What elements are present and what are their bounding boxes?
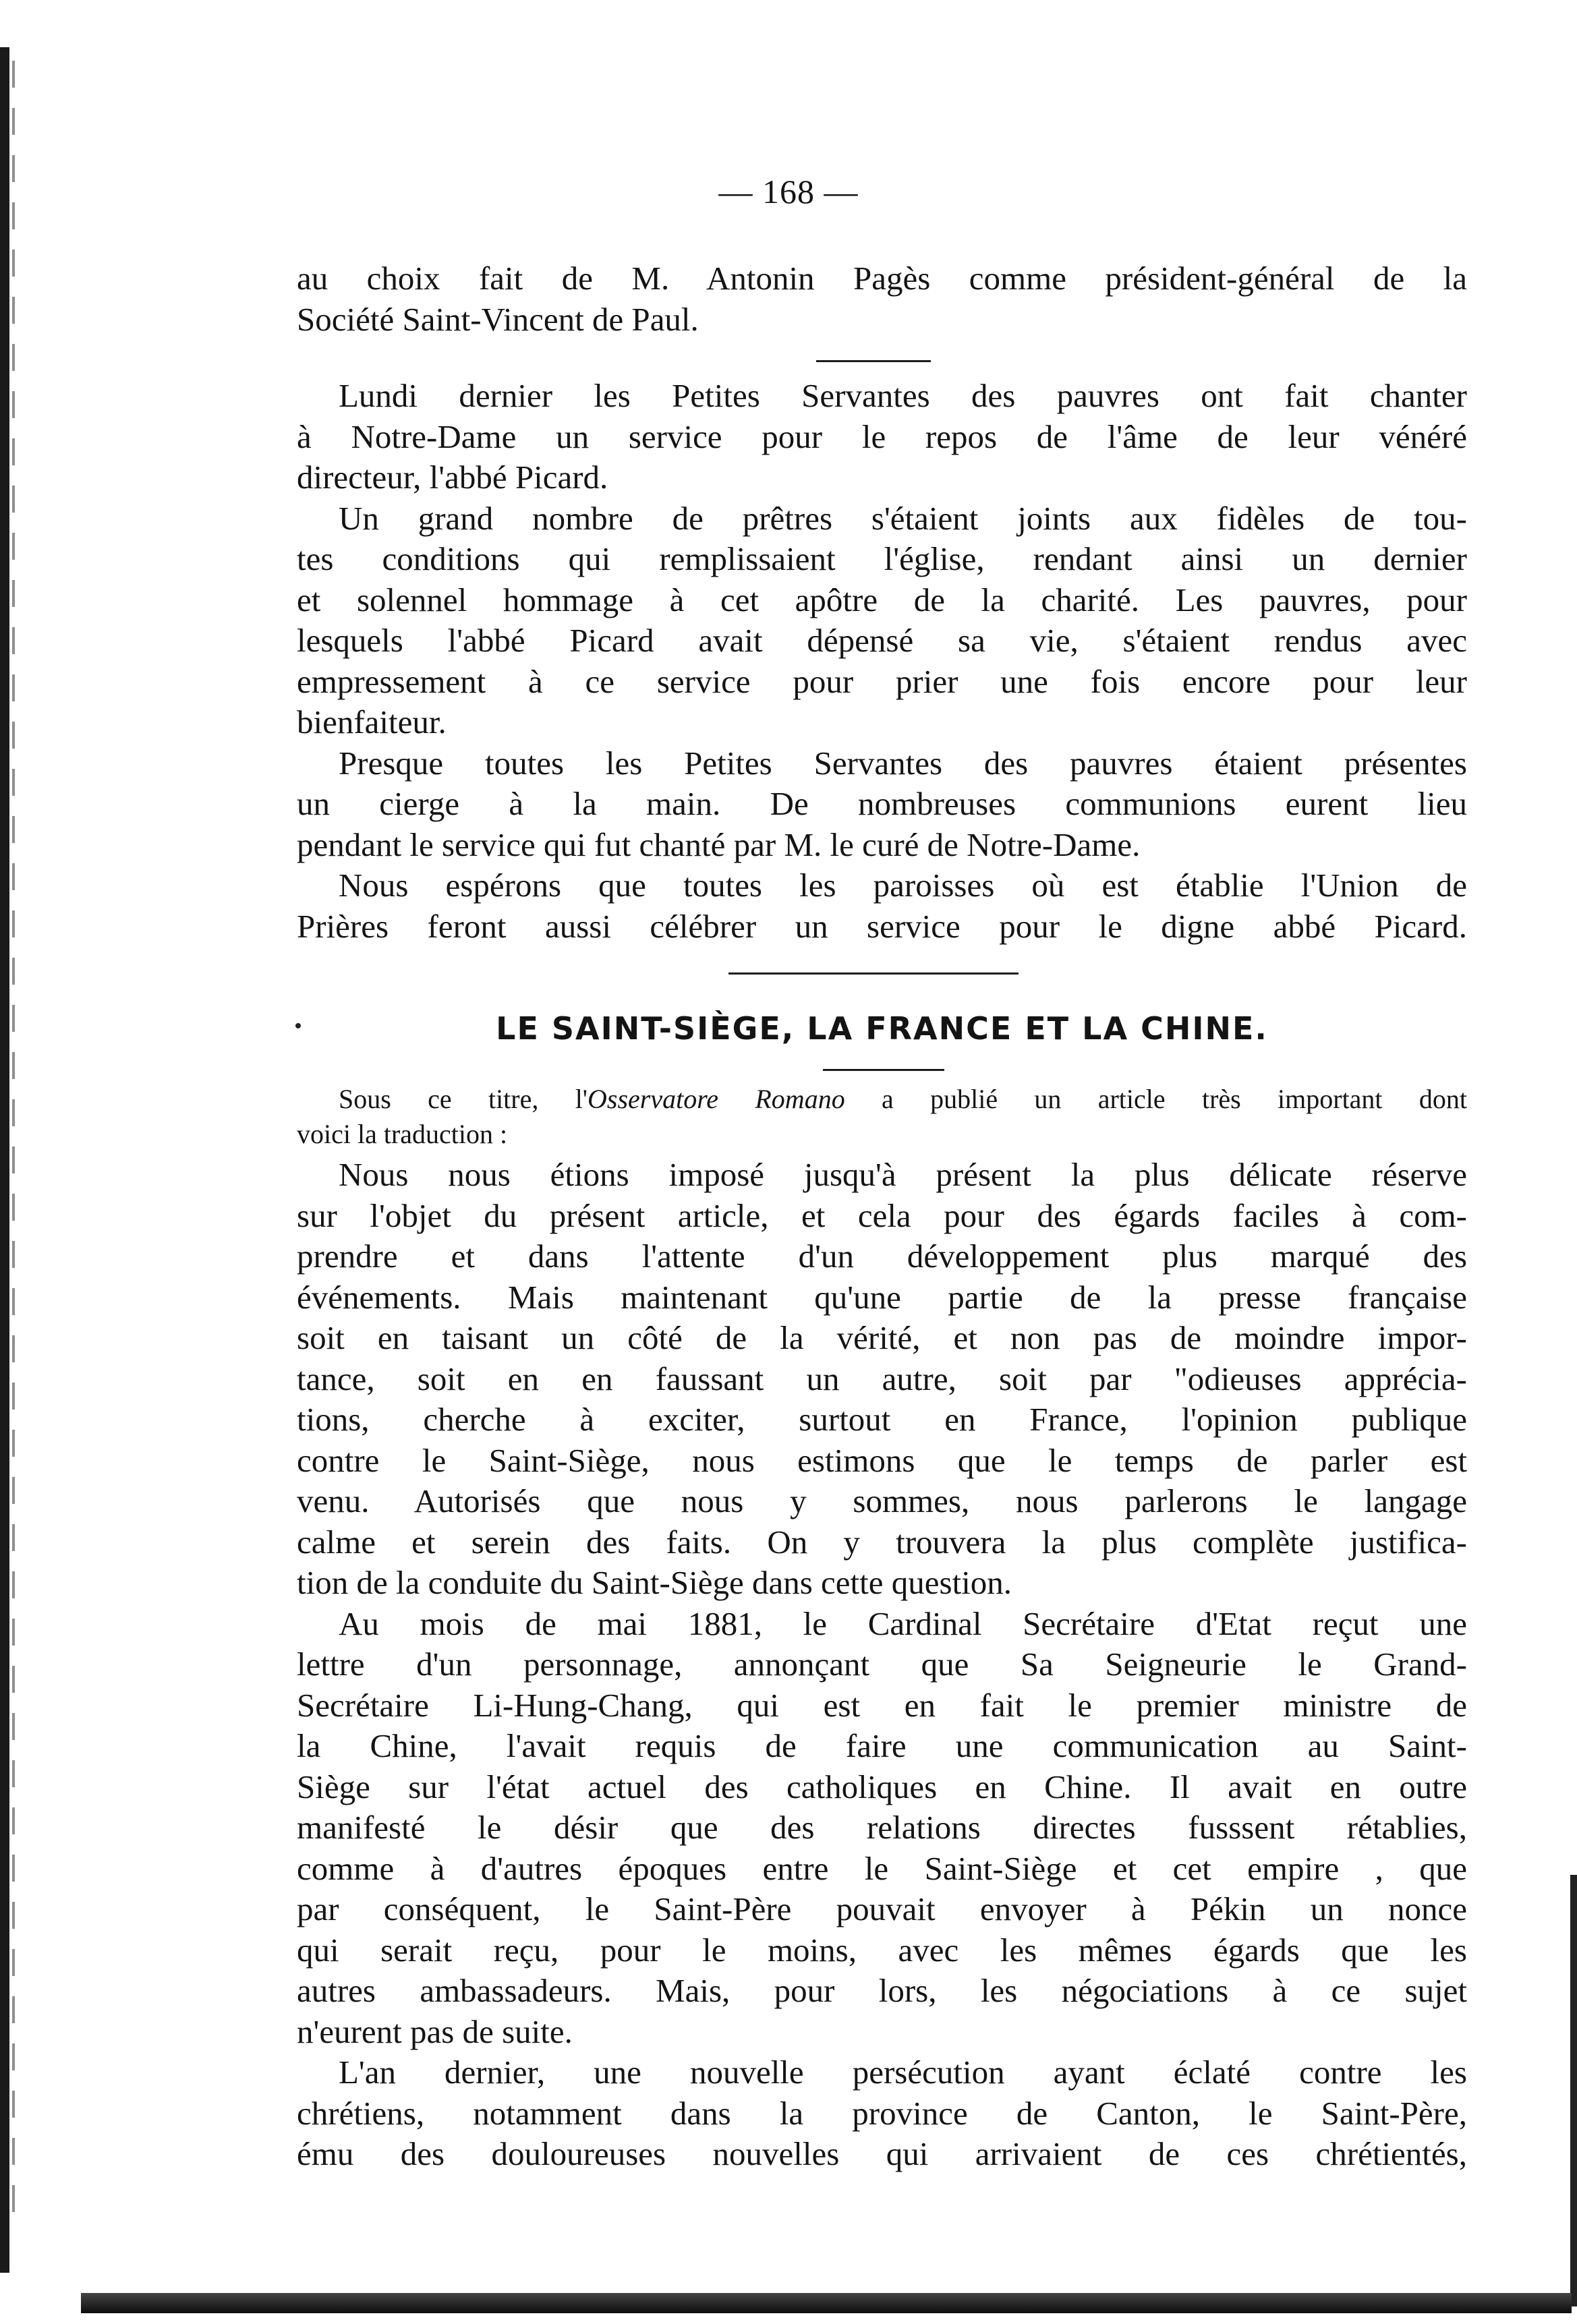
text-line: chrétiens, notamment dans la province de Canton, le Saint-Père,	[297, 2094, 1467, 2132]
text-line: bienfaiteur.	[297, 703, 447, 740]
scan-border-bottom	[81, 2293, 1572, 2313]
separator-rule	[816, 360, 931, 362]
text-line: Presque toutes les Petites Servantes des pauvres étaient présentes	[339, 744, 1467, 782]
text-line: calme et serein des faits. On y trouvera la plus complète justifica-	[297, 1523, 1467, 1561]
intro-text: a publié un article très important dont	[844, 1084, 1467, 1114]
text-line: empressement à ce service pour prier une fois encore pour leur	[297, 662, 1467, 700]
text-line: Siège sur l'état actuel des catholiques en Chine. Il avait en outre	[297, 1768, 1467, 1805]
text-line: la Chine, l'avait requis de faire une communication au Saint-	[297, 1727, 1467, 1764]
text-line: et solennel hommage à cet apôtre de la charité. Les pauvres, pour	[297, 581, 1467, 618]
text-line: tes conditions qui remplissaient l'église, rendant ainsi un dernier	[297, 540, 1467, 577]
text-line: Nous espérons que toutes les paroisses où est établie l'Union de	[339, 867, 1467, 904]
text-line: ému des douloureuses nouvelles qui arrivaient de ces chrétientés,	[297, 2135, 1467, 2172]
text-line: L'an dernier, une nouvelle persécution ayant éclaté contre les	[339, 2054, 1467, 2091]
text-line: sur l'objet du présent article, et cela pour des égards faciles à com-	[297, 1196, 1467, 1234]
text-line: Société Saint-Vincent de Paul.	[297, 300, 699, 338]
text-line: autres ambassadeurs. Mais, pour lors, les négociations à ce sujet	[297, 1972, 1467, 2009]
text-line: lesquels l'abbé Picard avait dépensé sa vie, s'étaient rendus avec	[297, 622, 1467, 659]
text-line: Nous nous étions imposé jusqu'à présent la plus délicate réserve	[339, 1156, 1467, 1193]
text-line: tion de la conduite du Saint-Siège dans cette question.	[297, 1564, 1012, 1601]
intro-text: Sous ce titre, l'	[339, 1084, 588, 1114]
intro-line: voici la traduction :	[297, 1119, 508, 1149]
text-line: Un grand nombre de prêtres s'étaient joints aux fidèles de tou-	[339, 499, 1467, 537]
text-line: directeur, l'abbé Picard.	[297, 459, 608, 496]
text-line: lettre d'un personnage, annonçant que Sa Seigneurie le Grand-	[297, 1646, 1467, 1683]
section-separator-rule	[728, 972, 1019, 975]
text-line: Secrétaire Li-Hung-Chang, qui est en fait le premier ministre de	[297, 1686, 1467, 1724]
newspaper-name: Osservatore Romano	[587, 1084, 845, 1114]
text-line: qui serait reçu, pour le moins, avec les mêmes égards que les	[297, 1931, 1467, 1969]
text-line: comme à d'autres époques entre le Saint-Siège et cet empire , que	[297, 1849, 1467, 1887]
text-line: prendre et dans l'attente d'un développement plus marqué des	[297, 1238, 1467, 1275]
page-number: — 168 —	[718, 173, 859, 210]
scan-border-left-marks	[12, 61, 15, 2219]
text-line: venu. Autorisés que nous y sommes, nous parlerons le langage	[297, 1482, 1467, 1519]
scan-border-left	[0, 47, 9, 2273]
text-line: pendant le service qui fut chanté par M. le curé de Notre-Dame.	[297, 825, 1141, 863]
article-title: LE SAINT-SIÈGE, LA FRANCE ET LA CHINE.	[496, 1010, 1268, 1047]
text-line: à Notre-Dame un service pour le repos de l'âme de leur vénéré	[297, 417, 1467, 455]
text-line: Au mois de mai 1881, le Cardinal Secrétaire d'Etat reçut une	[339, 1604, 1467, 1642]
text-line: tance, soit en en faussant un autre, soit par "odieuses apprécia-	[297, 1360, 1467, 1397]
text-line: événements. Mais maintenant qu'une partie de la presse française	[297, 1278, 1467, 1316]
notice-petites-servantes	[297, 376, 1467, 947]
text-line: Lundi dernier les Petites Servantes des pauvres ont fait chanter	[339, 377, 1467, 414]
text-line: n'eurent pas de suite.	[297, 2012, 573, 2050]
text-line: au choix fait de M. Antonin Pagès comme président-général de la	[297, 260, 1467, 297]
title-underline-rule	[823, 1069, 944, 1071]
text-line: manifesté le désir que des relations directes fusssent rétablies,	[297, 1809, 1467, 1846]
text-line: par conséquent, le Saint-Père pouvait envoyer à Pékin un nonce	[297, 1890, 1467, 1927]
text-line: soit en taisant un côté de la vérité, et non pas de moindre impor-	[297, 1319, 1467, 1356]
scan-border-right	[1570, 1875, 1577, 2306]
article-intro	[297, 1082, 1467, 1152]
article-body	[297, 1155, 1467, 2175]
text-line: contre le Saint-Siège, nous estimons que le temps de parler est	[297, 1441, 1467, 1479]
text-line: un cierge à la main. De nombreuses communions eurent lieu	[297, 785, 1467, 822]
text-line: tions, cherche à exciter, surtout en France, l'opinion publique	[297, 1401, 1467, 1438]
text-line: Prières feront aussi célébrer un service pour le digne abbé Picard.	[297, 907, 1467, 945]
intro-line	[297, 1082, 1467, 1117]
paragraph-continuation	[297, 258, 1467, 340]
